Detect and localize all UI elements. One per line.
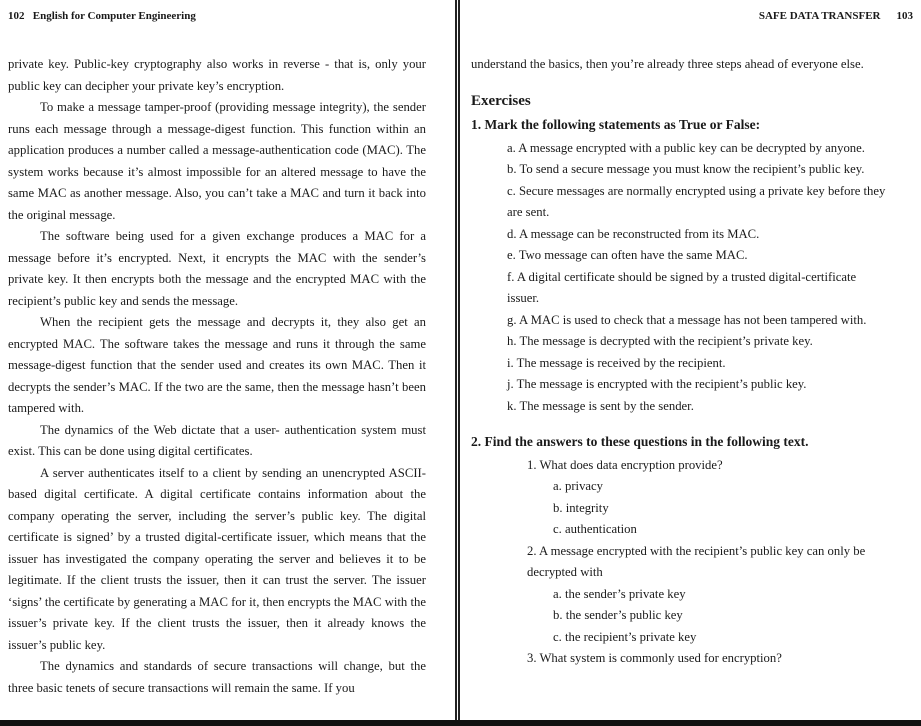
paragraph: When the recipient gets the message and decrypts it, they also get an encrypted MAC. The software takes the message and runs it through the same message-digest function that the sender used and creates its own MAC. Then it decrypts the sender’s MAC. If the two are the same, then the message hasn’t been tampered with. — [8, 315, 426, 415]
list-item: j. The message is encrypted with the recipient’s public key. — [507, 377, 807, 391]
exercises-heading: Exercises — [471, 92, 531, 109]
exercise-2-heading: 2. Find the answers to these questions in the following text. — [471, 434, 809, 449]
option-item: a. the sender’s private key — [553, 586, 686, 601]
question-text: 2. A message encrypted with the recipient’s public key can only be decrypted with — [527, 543, 866, 579]
list-item: i. The message is received by the recipient. — [507, 355, 726, 370]
right-running-head: SAFE DATA TRANSFER — [758, 10, 881, 22]
right-page — [461, 0, 921, 723]
list-item: b. To send a secure message you must know the recipient’s public key. — [507, 162, 865, 176]
list-item: d. A message can be reconstructed from its MAC. — [507, 226, 760, 241]
option-item: b. integrity — [553, 500, 609, 515]
option-item: b. the sender’s public key — [553, 608, 683, 622]
question-item — [527, 541, 889, 649]
exercise-1-heading: 1. Mark the following statements as True or False: — [471, 117, 761, 132]
list-item: c. Secure messages are normally encrypted using a private key before they are sent. — [507, 183, 886, 219]
option-item: c. authentication — [553, 522, 637, 536]
page-bottom-edge — [0, 720, 921, 726]
paragraph: private key. Public-key cryptography also works in reverse - that is, only your public key can decipher your private key’s encryption. — [8, 57, 426, 93]
list-item: k. The message is sent by the sender. — [507, 398, 694, 413]
page-gutter-line-right — [458, 0, 460, 726]
question-text: 1. What does data encryption provide? — [527, 457, 723, 472]
right-running-header — [759, 10, 913, 22]
paragraph: The software being used for a given exchange produces a MAC for a message before it’s encrypted. Next, it encrypts the MAC with the sender’s private key. It then encrypts both the message and the encrypted MAC with the recipient’s public key and sends the message. — [8, 229, 426, 308]
true-false-list — [471, 138, 889, 418]
question-item — [527, 648, 889, 670]
list-item: a. A message encrypted with a public key can be decrypted by anyone. — [507, 140, 865, 155]
paragraph: understand the basics, then you’re already three steps ahead of everyone else. — [471, 57, 864, 71]
right-page-number: 103 — [896, 10, 913, 22]
option-item: a. privacy — [553, 479, 604, 493]
right-body-text — [471, 54, 889, 670]
paragraph: The dynamics of the Web dictate that a user- authentication system must exist. This can be done using digital certificates. — [8, 422, 426, 458]
list-item: h. The message is decrypted with the recipient’s private key. — [507, 334, 813, 348]
paragraph: To make a message tamper-proof (providing message integrity), the sender runs each message through a message-digest function. This function within an application produces a number called a message-authentication code (MAC). The system works because it’s almost impossible for an altered message to have the same MAC as another message. Also, you can’t take a MAC and turn it back into the original message. — [8, 100, 426, 222]
option-item: c. the recipient’s private key — [553, 629, 697, 644]
option-list — [527, 584, 889, 649]
list-item: g. A MAC is used to check that a message has not been tampered with. — [507, 312, 867, 327]
question-text: 3. What system is commonly used for encryption? — [527, 651, 782, 665]
left-body-text — [8, 54, 426, 699]
option-list — [527, 476, 889, 541]
paragraph: A server authenticates itself to a client by sending an unencrypted ASCII-based digital certificate. A digital certificate contains information about the company operating the server, including the server’s public key. The digital certificate is signed’ by a trusted digital-certificate issuer, which means that the issuer has investigated the company operating the server and believes it to be legitimate. If the client trusts the issuer, then it can trust the server. The issuer ‘signs’ the certificate by generating a MAC for it, then encrypts the MAC with the issuer’s private key. If the client trusts the issuer, then it already knows the issuer’s public key. — [8, 465, 426, 652]
paragraph: The dynamics and standards of secure transactions will change, but the three basic tenets of secure transactions will remain the same. If you — [8, 659, 426, 695]
list-item: e. Two message can often have the same MAC. — [507, 248, 748, 262]
left-page-number: 102 — [8, 10, 25, 22]
question-item — [527, 455, 889, 541]
left-running-header — [8, 10, 196, 22]
page-gutter-line-left — [455, 0, 457, 726]
left-running-head: English for Computer Engineering — [32, 10, 196, 22]
left-page — [0, 0, 455, 723]
question-list — [471, 455, 889, 670]
list-item: f. A digital certificate should be signed by a trusted digital-certificate issuer. — [507, 269, 857, 305]
